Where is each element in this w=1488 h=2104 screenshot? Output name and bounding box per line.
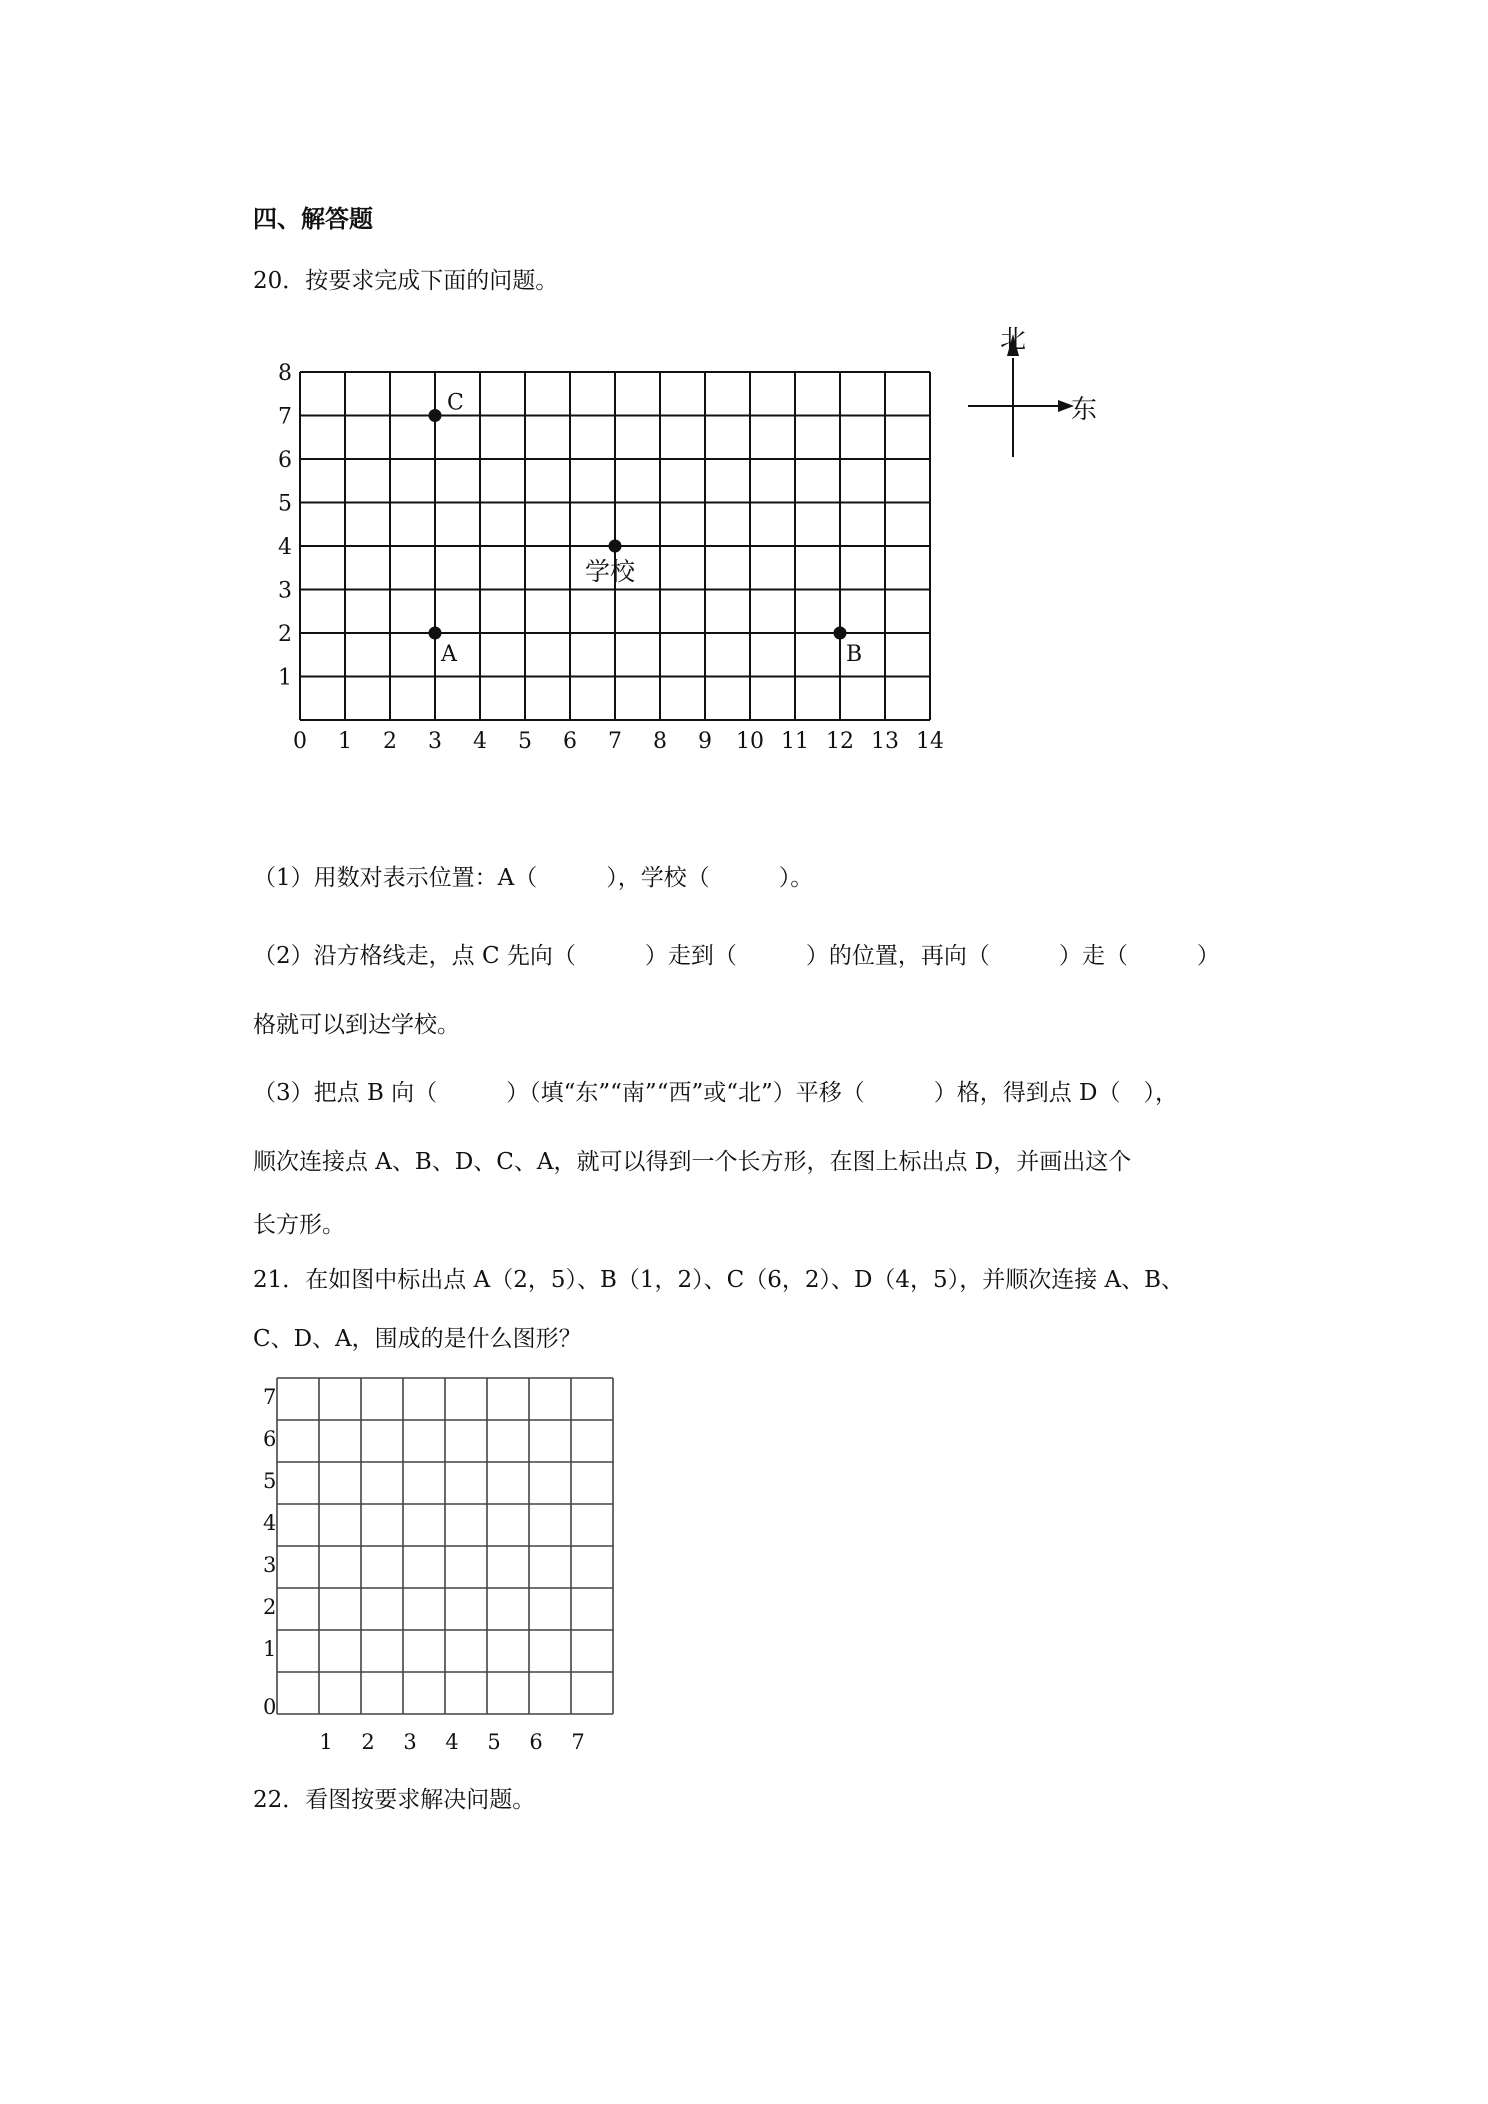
x-tick-label: 0 [293,729,307,754]
x-tick-label: 3 [428,729,442,754]
y-tick-label: 3 [263,1553,277,1577]
y-tick-label: 7 [278,404,292,430]
x-tick-label: 5 [518,729,532,754]
x-tick-label: 5 [487,1730,501,1754]
y-tick-label: 2 [278,622,292,647]
compass-east-label: 东 [1071,395,1098,425]
y-tick-label: 6 [263,1427,277,1451]
x-tick-label: 6 [563,729,577,754]
question-22-stem: 22．看图按要求解决问题。 [253,1787,536,1813]
y-tick-label: 6 [278,448,292,473]
section-title: 四、解答题 [253,204,373,233]
point-label: C [447,390,464,416]
grid-point [609,540,622,553]
x-tick-label: 10 [736,729,764,754]
q20-sub2-line2: 格就可以到达学校。 [253,1012,460,1038]
q20-sub3-line1: （3）把点 B 向（ ）（填“东”“南”“西”或“北”）平移（ ）格，得到点 D（ ）， [253,1080,1178,1106]
y-tick-label: 0 [263,1695,277,1719]
q20-sub3-line2: 顺次连接点 A、B、D、C、A，就可以得到一个长方形，在图上标出点 D，并画出这个 [253,1149,1132,1175]
y-tick-label: 5 [263,1469,277,1493]
point-label: 学校 [585,557,636,586]
x-tick-label: 2 [383,729,397,754]
point-label: A [441,642,457,667]
y-tick-label: 7 [263,1385,277,1409]
compass [968,325,1097,457]
question-21-line1: 21．在如图中标出点 A（2，5）、B（1，2）、C（6，2）、D（4，5），并顺次连接 A、B、 [253,1267,1185,1293]
q20-points [429,391,863,668]
y-tick-label: 4 [263,1511,277,1535]
y-tick-label: 3 [278,578,292,604]
q20-sub3-line3: 长方形。 [253,1212,345,1238]
q20-y-axis-labels [278,361,292,691]
x-tick-label: 13 [871,729,899,754]
x-tick-label: 14 [916,729,944,754]
x-tick-label: 4 [473,729,487,754]
x-tick-label: 11 [781,729,809,754]
y-tick-label: 5 [278,491,292,517]
x-tick-label: 3 [403,1730,417,1754]
x-tick-label: 4 [445,1730,459,1754]
grid-point [429,409,442,422]
x-tick-label: 12 [826,729,854,754]
x-tick-label: 2 [361,1730,375,1754]
y-tick-label: 4 [278,535,292,560]
grid-point [834,627,847,640]
q20-sub2-line1: （2）沿方格线走，点 C 先向（ ）走到（ ）的位置，再向（ ）走（ ） [253,943,1220,969]
y-tick-label: 8 [278,361,292,386]
y-tick-label: 2 [263,1595,277,1619]
x-tick-label: 8 [653,729,667,754]
x-tick-label: 7 [608,729,622,754]
grid-point [429,627,442,640]
q20-sub1: （1）用数对表示位置：A（ ），学校（ ）。 [253,865,814,891]
y-tick-label: 1 [278,665,292,691]
point-label: B [846,642,863,667]
x-tick-label: 1 [319,1730,333,1754]
compass-north-label: 北 [1000,325,1027,355]
x-tick-label: 1 [338,729,352,754]
y-tick-label: 1 [263,1637,277,1661]
q20-x-axis-labels [293,729,944,754]
question-20-stem: 20．按要求完成下面的问题。 [253,268,559,294]
question-21-line2: C、D、A，围成的是什么图形？ [253,1326,582,1352]
x-tick-label: 9 [698,729,712,754]
x-tick-label: 6 [529,1730,543,1754]
x-tick-label: 7 [571,1730,585,1754]
